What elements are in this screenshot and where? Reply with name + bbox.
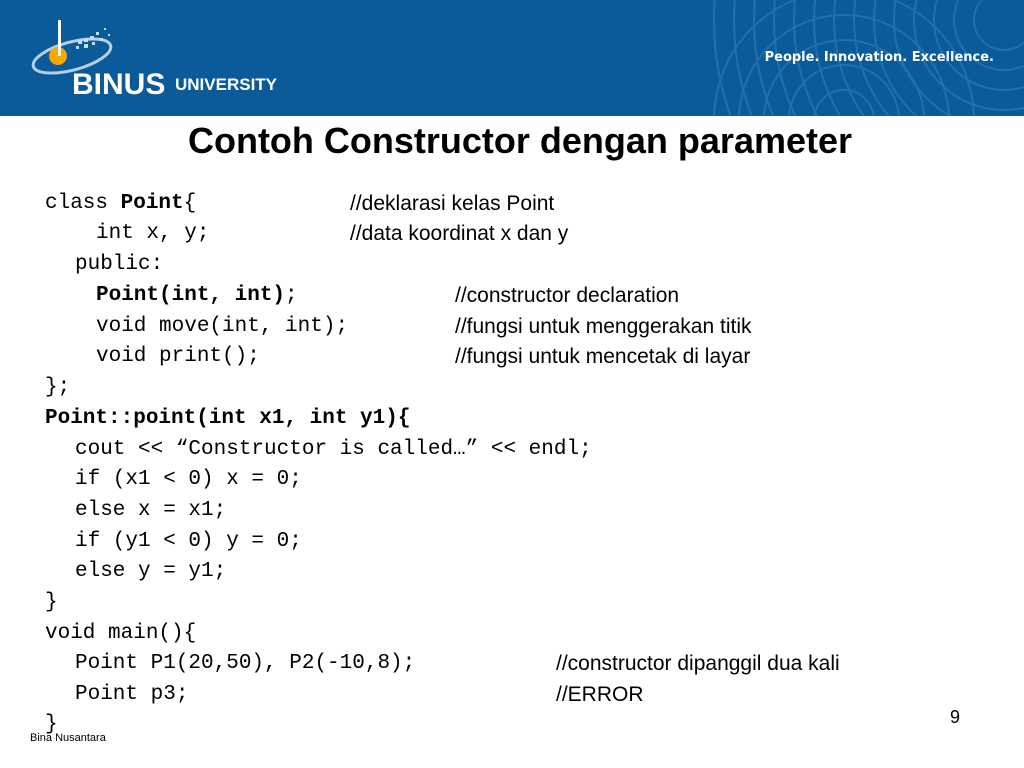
code-comment-5: //fungsi untuk menggerakan titik (455, 315, 752, 338)
code-comment-17: //ERROR (556, 683, 644, 706)
code-constructor-decl: Point(int, int) (96, 284, 286, 307)
footer-text: Bina Nusantara (30, 732, 106, 744)
code-line-13: else y = y1; (75, 560, 227, 583)
code-line-11: else x = x1; (75, 499, 227, 522)
code-text: { (183, 192, 197, 215)
code-line-4 (96, 281, 298, 311)
code-line-6: void print(); (96, 345, 260, 368)
code-line-17: Point p3; (75, 683, 189, 706)
code-line-5: void move(int, int); (96, 315, 349, 338)
code-line-1 (45, 189, 196, 219)
code-comment-6: //fungsi untuk mencetak di layar (455, 345, 751, 368)
slide-header (0, 0, 1024, 116)
code-line-7: }; (45, 376, 71, 399)
code-comment-16: //constructor dipanggil dua kali (556, 652, 840, 675)
logo-university-label: UNIVERSITY (175, 75, 278, 94)
code-line-18: } (45, 713, 58, 736)
code-line-16: Point P1(20,50), P2(-10,8); (75, 652, 416, 675)
code-line-12: if (y1 < 0) y = 0; (75, 530, 302, 553)
code-text: ; (285, 284, 298, 307)
page-number: 9 (950, 707, 961, 727)
code-line-2: int x, y; (96, 222, 210, 245)
code-line-10: if (x1 < 0) x = 0; (75, 468, 302, 491)
header-tagline: People. Innovation. Excellence. (764, 50, 994, 65)
code-line-9: cout << “Constructor is called…” << endl; (75, 438, 592, 461)
slide-title: Contoh Constructor dengan parameter (187, 120, 853, 161)
code-line-15: void main(){ (45, 622, 197, 645)
code-class-name: Point (120, 192, 184, 215)
code-comment-4: //constructor declaration (455, 284, 680, 307)
code-line-8: Point::point(int x1, int y1){ (45, 407, 411, 430)
code-comment-2: //data koordinat x dan y (350, 222, 569, 245)
code-line-14: } (45, 591, 58, 614)
logo-wordmark: BINUS (72, 68, 166, 101)
code-comment-1: //deklarasi kelas Point (350, 192, 555, 215)
code-line-3: public: (75, 253, 164, 276)
binus-logo (30, 18, 300, 108)
code-text: class (45, 192, 121, 215)
